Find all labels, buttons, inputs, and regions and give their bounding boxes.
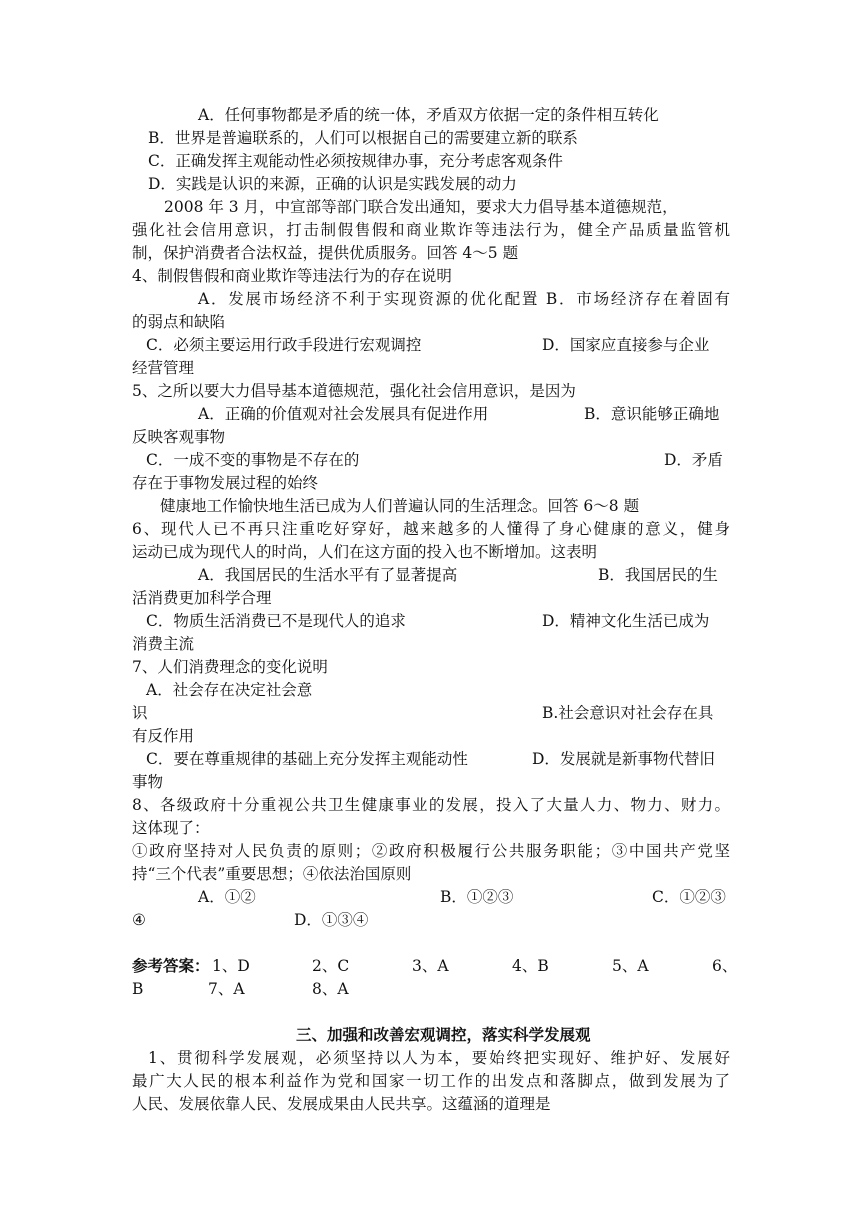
- section-q1-line-2: 最广大人民的根本利益作为党和国家一切工作的出发点和落脚点，做到发展为了: [132, 1072, 730, 1090]
- answer-3: 3、A: [412, 957, 449, 975]
- option-d-prev: D．实践是认识的来源，正确的认识是实践发展的动力: [148, 175, 517, 193]
- section-q1-line-1: 1、贯彻科学发展观，必须坚持以人为本，要始终把实现好、维护好、发展好: [148, 1049, 730, 1067]
- q8-option-a: A．①②: [198, 888, 256, 906]
- question-5: 5、之所以要大力倡导基本道德规范，强化社会信用意识，是因为: [132, 382, 576, 400]
- q7-option-d-cont: 事物: [132, 773, 164, 791]
- q8-option-c-cont: ④: [132, 911, 146, 929]
- q7-option-b: B.社会意识对社会存在具: [542, 704, 714, 722]
- q4-option-b-cont: 的弱点和缺陷: [132, 313, 226, 331]
- q7-option-a-cont: 识: [132, 704, 148, 722]
- answer-2: 2、C: [312, 957, 350, 975]
- q8-option-c: C．①②③: [652, 888, 726, 906]
- q7-option-a: A．社会存在决定社会意: [146, 681, 313, 699]
- q6-option-b-cont: 活消费更加科学合理: [132, 589, 272, 607]
- section-q1-line-3: 人民、发展依靠人民、发展成果由人民共享。这蕴涵的道理是: [132, 1095, 551, 1113]
- question-6-line-2: 运动已成为现代人的时尚，人们在这方面的投入也不断增加。这表明: [132, 543, 598, 561]
- answer-8: 8、A: [312, 980, 349, 998]
- q4-option-d: D．国家应直接参与企业: [542, 336, 710, 354]
- option-c-prev: C．正确发挥主观能动性必须按规律办事，充分考虑客观条件: [148, 152, 563, 170]
- q5-option-a: A．正确的价值观对社会发展具有促进作用: [198, 405, 489, 423]
- answer-7: 7、A: [208, 980, 245, 998]
- answer-4: 4、B: [512, 957, 549, 975]
- q8-statements-line-2: 持“三个代表”重要思想；④依法治国原则: [132, 865, 412, 883]
- answer-1: 1、D: [212, 957, 250, 975]
- question-7: 7、人们消费理念的变化说明: [132, 658, 328, 676]
- q6-option-a: A．我国居民的生活水平有了显著提高: [198, 566, 458, 584]
- q8-option-b: B．①②③: [440, 888, 514, 906]
- answer-key-label: 参考答案：: [132, 956, 210, 975]
- q8-option-d: D．①③④: [294, 911, 369, 929]
- answer-6: 6、: [712, 957, 738, 975]
- q6-option-d: D．精神文化生活已成为: [542, 612, 710, 630]
- passage-line-3: 制，保护消费者合法权益，提供优质服务。回答 4～5 题: [132, 244, 519, 262]
- q4-options-ab: A．发展市场经济不利于实现资源的优化配置 B．市场经济存在着固有: [198, 290, 730, 308]
- passage-line-2: 强化社会信用意识，打击制假售假和商业欺诈等违法行为，健全产品质量监管机: [132, 221, 730, 239]
- q7-option-d: D．发展就是新事物代替旧: [532, 750, 715, 768]
- q4-option-c: C．必须主要运用行政手段进行宏观调控: [146, 336, 422, 354]
- q8-statements-line-1: ①政府坚持对人民负责的原则；②政府积极履行公共服务职能；③中国共产党坚: [132, 842, 730, 860]
- question-8-line-1: 8、各级政府十分重视公共卫生健康事业的发展，投入了大量人力、物力、财力。: [132, 796, 730, 814]
- question-6-line-1: 6、现代人已不再只注重吃好穿好，越来越多的人懂得了身心健康的意义，健身: [132, 520, 730, 538]
- q4-option-d-cont: 经营管理: [132, 359, 195, 377]
- question-8-line-2: 这体现了：: [132, 819, 210, 837]
- option-a-prev: A．任何事物都是矛盾的统一体，矛盾双方依据一定的条件相互转化: [198, 106, 659, 124]
- q5-option-d: D．矛盾: [664, 451, 723, 469]
- passage-health: 健康地工作愉快地生活已成为人们普遍认同的生活理念。回答 6～8 题: [160, 497, 640, 515]
- q6-option-c: C．物质生活消费已不是现代人的追求: [146, 612, 406, 630]
- answer-5: 5、A: [612, 957, 649, 975]
- option-b-prev: B．世界是普遍联系的，人们可以根据自己的需要建立新的联系: [148, 129, 578, 147]
- q6-option-b: B．我国居民的生: [598, 566, 718, 584]
- q5-option-d-cont: 存在于事物发展过程的始终: [132, 474, 319, 492]
- q7-option-b-cont: 有反作用: [132, 727, 195, 745]
- q7-option-c: C．要在尊重规律的基础上充分发挥主观能动性: [146, 750, 468, 768]
- q6-option-d-cont: 消费主流: [132, 635, 195, 653]
- question-4: 4、制假售假和商业欺诈等违法行为的存在说明: [132, 267, 452, 285]
- passage-line-1: 2008 年 3 月，中宣部等部门联合发出通知，要求大力倡导基本道德规范，: [164, 198, 678, 216]
- answer-6-cont: B: [132, 980, 144, 998]
- q5-option-c: C．一成不变的事物是不存在的: [146, 451, 360, 469]
- q5-option-b: B．意识能够正确地: [584, 405, 720, 423]
- q5-option-b-cont: 反映客观事物: [132, 428, 226, 446]
- section-heading: 三、加强和改善宏观调控，落实科学发展观: [296, 1025, 591, 1044]
